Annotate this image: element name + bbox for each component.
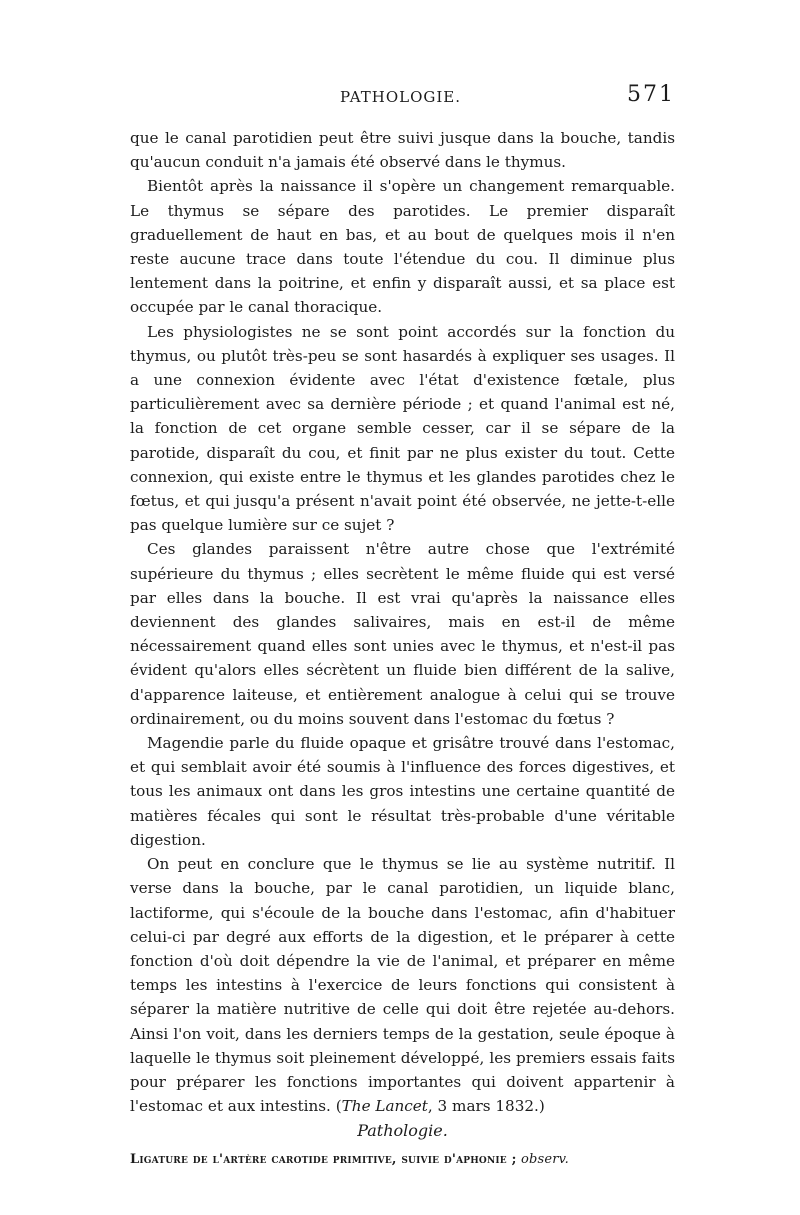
heading-italic-text: observ. bbox=[516, 1152, 570, 1168]
citation-title: The Lancet bbox=[341, 1097, 428, 1116]
paragraph: que le canal parotidien peut être suivi jusque dans la bouche, tandis qu'aucun conduit n'a jamais été observé dans le thymus. bbox=[130, 129, 675, 172]
body-text bbox=[130, 126, 675, 1173]
article-heading bbox=[130, 1148, 675, 1172]
page-number: 571 bbox=[627, 82, 675, 107]
paragraph: Bientôt après la naissance il s'opère un changement remarquable. Le thymus se sépare des parotides. Le premier disparaît graduellement de haut en bas, et au bout de quelques mois il n'en reste aucune trace dans toute l'étendue du cou. Il diminue plus lentement dans la poitrine, et enfin y disparaît aussi, et sa place est occupée par le canal thoracique. bbox=[130, 177, 675, 317]
citation-date: , 3 mars 1832.) bbox=[427, 1097, 545, 1116]
heading-caps-text: Ligature de l'artère carotide primitive, suivie d'aphonie ; bbox=[130, 1152, 517, 1168]
citation-open: ( bbox=[330, 1097, 342, 1116]
paragraph: Les physiologistes ne se sont point accordés sur la fonction du thymus, ou plutôt très-peu se sont hasardés à expliquer ses usages. Il a une connexion évidente avec l'état d'existence fœtale, plus particulièrement avec sa dernière période ; et quand l'animal est né, la fonction de cet organe semble cesser, car il se sépare de la parotide, disparaît du cou, et finit par ne plus exister du tout. Cette connexion, qui existe entre le thymus et les glandes parotides chez le fœtus, et qui jusqu'a présent n'avait point été observée, ne jette-t-elle pas quelque lumière sur ce sujet ? bbox=[130, 322, 675, 535]
paragraph-last bbox=[130, 852, 675, 1118]
paragraph: Ces glandes paraissent n'être autre chose que l'extrémité supérieure du thymus ; elles secrètent le même fluide qui est versé par elles dans la bouche. Il est vrai qu'après la naissance elles deviennent des glandes salivaires, mais en est-il de même nécessairement quand elles sont unies avec le thymus, et n'est-il pas évident qu'alors elles sécrètent un fluide bien différent de la salive, d'apparence laiteuse, et entièrement analogue à celui qui se trouve ordinairement, ou du moins souvent dans l'estomac du fœtus ? bbox=[130, 540, 675, 728]
paragraph-text: On peut en conclure que le thymus se lie au système nutritif. Il verse dans la bouche, par le canal parotidien, un liquide blanc, lactiforme, qui s'écoule de la bouche dans l'estomac, afin d'habituer celui-ci par degré aux efforts de la digestion, et le préparer à cette fonction d'où doit dépendre la vie de l'animal, et préparer en même temps les intestins à l'exercice de leurs fonctions qui consistent à séparer la matière nutritive de celle qui doit être rejetée au-dehors. Ainsi l'on voit, dans les derniers temps de la gestation, seule époque à laquelle le thymus soit pleinement développé, les premiers essais faits pour préparer les fonctions importantes qui doivent appartenir à l'estomac et aux intestins. bbox=[130, 855, 675, 1116]
page-header bbox=[130, 82, 675, 116]
section-title: Pathologie. bbox=[357, 1121, 448, 1141]
paragraph: Magendie parle du fluide opaque et grisâtre trouvé dans l'estomac, et qui semblait avoir été soumis à l'influence des forces digestives, et tous les animaux ont dans les gros intestins une certaine quantité de matières fécales qui sont le résultat très-probable d'une véritable digestion. bbox=[130, 734, 675, 849]
running-title: PATHOLOGIE. bbox=[340, 88, 461, 106]
